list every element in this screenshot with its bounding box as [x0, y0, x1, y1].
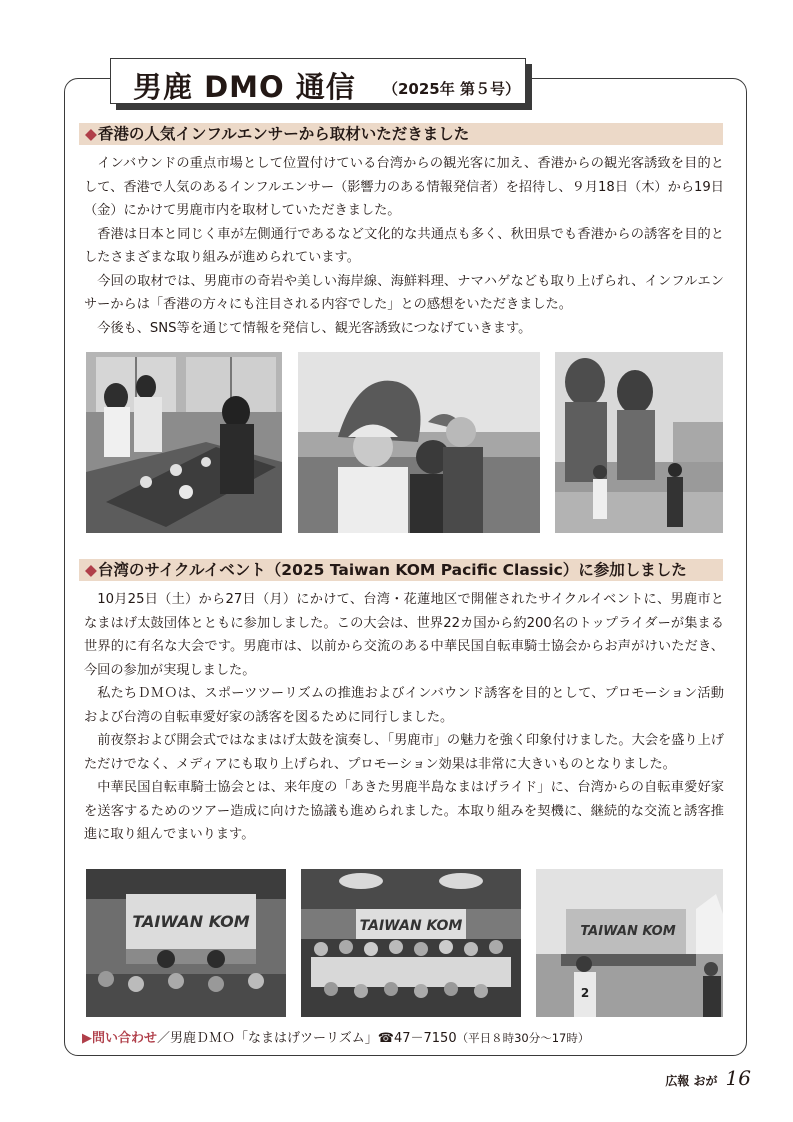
photo-taiko-performance [86, 869, 286, 1017]
paragraph: インバウンドの重点市場として位置付けている台湾からの観光客に加え、香港からの観光客誘致を目的として、香港で人気のあるインフルエンサー（影響力のある情報発信者）を招待し、９月18日（木）から19日（金）にかけて男鹿市内を取材していただきました。 [84, 156, 724, 218]
photo-outdoor-stage [536, 869, 723, 1017]
paragraph: 香港は日本と同じく車が左側通行であるなど文化的な共通点も多く、秋田県でも香港からの誘客を目的としたさまざまな取り組みが進められています。 [84, 226, 724, 265]
page-footer [665, 1066, 751, 1090]
diamond-icon: ◆ [85, 561, 97, 579]
page-title: 男鹿 DMO 通信 [133, 70, 356, 104]
contact-line [82, 1027, 589, 1046]
section-heading-text: 台湾のサイクルイベント（2025 Taiwan KOM Pacific Classic）に参加しました [97, 561, 687, 579]
banner-text: TAIWAN KOM [359, 918, 463, 934]
photo-group-hall [301, 869, 521, 1017]
paragraph: 中華民国自転車騎士協会とは、来年度の「あきた男鹿半島なまはげライド」に、台湾からの自転車愛好家を送客するためのツアー造成に向けた協議も進められました。本取り組みを契機に、継続的な交流と誘客推進に取り組んでまいります。 [84, 780, 724, 842]
contact-phone: 47－7150 [393, 1031, 457, 1046]
contact-org: ／男鹿ＤＭＯ「なまはげツーリズム」 [157, 1031, 378, 1046]
issue-label: （2025年 第５号） [383, 80, 520, 98]
section-heading-hongkong [79, 123, 723, 145]
banner-text: TAIWAN KOM [580, 924, 676, 939]
photo-restaurant [86, 352, 282, 533]
paragraph: 私たちＤＭＯは、スポーツツーリズムの推進およびインバウンド誘客を目的として、プロモーション活動および台湾の自転車愛好家の誘客を図るために同行しました。 [84, 686, 724, 725]
section2-body [84, 588, 724, 847]
photo-selfie-coast [298, 352, 540, 533]
contact-label: 問い合わせ [92, 1031, 158, 1046]
title-tab [110, 58, 526, 104]
diamond-icon: ◆ [85, 125, 97, 143]
paragraph: 今後も、SNS等を通じて情報を発信し、観光客誘致につなげていきます。 [97, 320, 532, 336]
bib-number: 2 [580, 986, 590, 1000]
phone-icon: ☎ [377, 1031, 394, 1046]
section-heading-text: 香港の人気インフルエンサーから取材いただきました [97, 125, 470, 143]
contact-hours: （平日８時30分～17時） [456, 1031, 590, 1045]
paragraph: 前夜祭および開会式ではなまはげ太鼓を演奏し、「男鹿市」の魅力を強く印象付けました。大会を盛り上げただけでなく、メディアにも取り上げられ、プロモーション効果は非常に大きいものとなりました。 [84, 733, 724, 772]
paragraph: 今回の取材では、男鹿市の奇岩や美しい海岸線、海鮮料理、ナマハゲなども取り上げられ、インフルエンサーからは「香港の方々にも注目される内容でした」との感想をいただきました。 [84, 273, 724, 312]
page-number: 16 [725, 1066, 751, 1090]
section1-body [84, 152, 724, 340]
triangle-arrow-icon: ▶ [82, 1031, 92, 1046]
section-heading-taiwan [79, 559, 723, 581]
publication-name: 広報 おが [665, 1074, 718, 1088]
photo-namahage-statues [555, 352, 723, 533]
banner-text: TAIWAN KOM [132, 912, 250, 931]
paragraph: 10月25日（土）から27日（月）にかけて、台湾・花蓮地区で開催されたサイクルイベントに、男鹿市となまはげ太鼓団体とともに参加しました。この大会は、世界22カ国から約200名のトップライダーが集まる世界的に有名な大会です。男鹿市は、以前から交流のある中華民国自転車騎士協会からお声がけいただき、今回の参加が実現しました。 [84, 592, 724, 678]
